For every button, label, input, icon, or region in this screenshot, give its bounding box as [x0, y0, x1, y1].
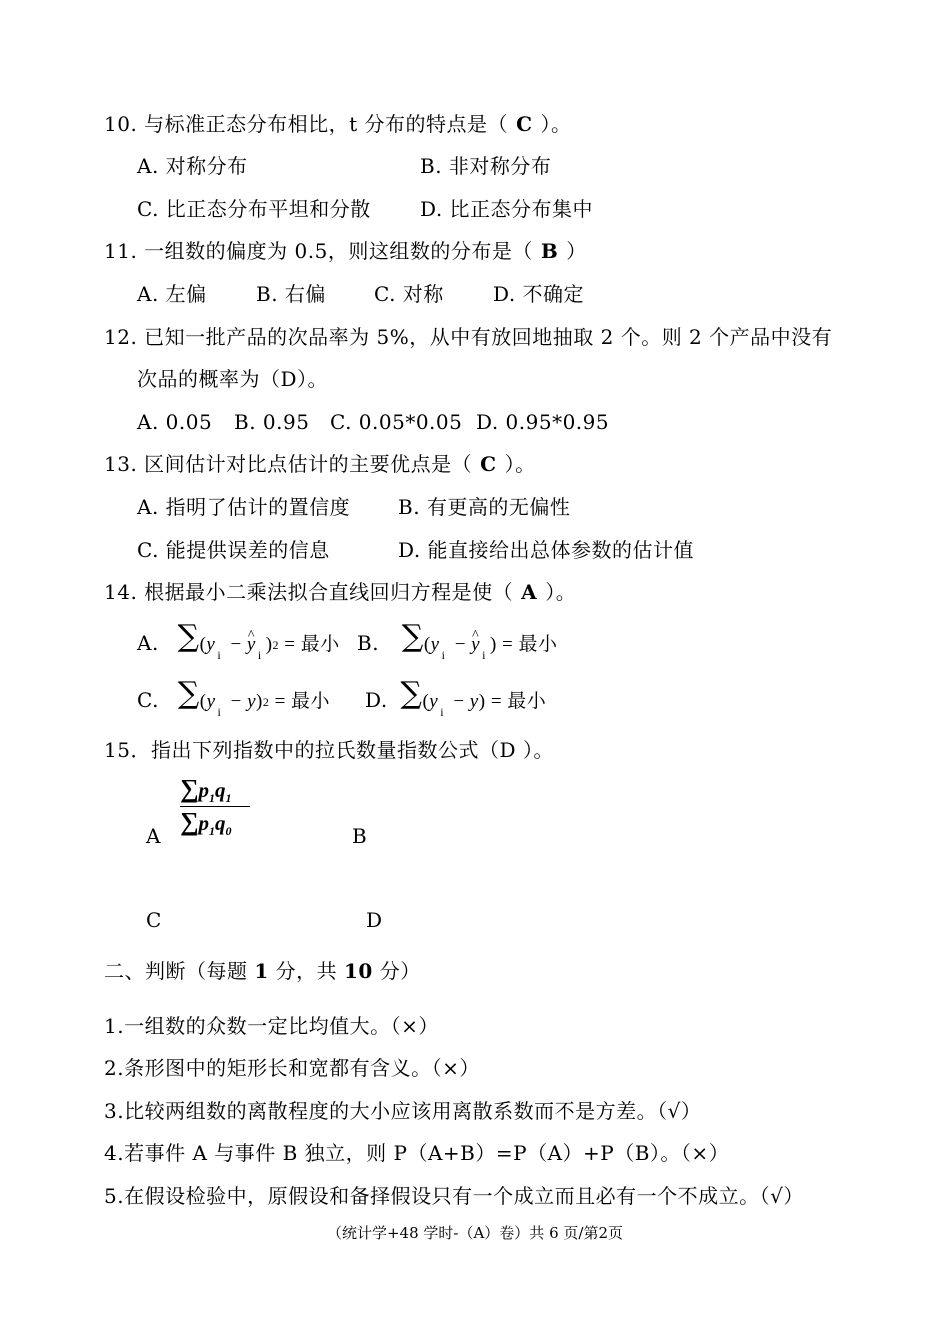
- q10-answer: C: [516, 112, 533, 136]
- q12-option-a: A. 0.05: [137, 410, 213, 434]
- formula-numerator: $\sum p_1q_1$: [180, 774, 250, 807]
- q11-option-c: C. 对称: [374, 282, 444, 306]
- q12-option-b: B. 0.95: [234, 410, 310, 434]
- formula-c: ∑(y $_i$ − y)2 = 最小: [177, 676, 331, 719]
- section-title: 二、判断（每题 1 分，共 10 分）: [104, 959, 421, 983]
- q14-option-a: A. ∑(y $_i$ − y ^ $_i$ )2 = 最小: [137, 627, 340, 660]
- q15-option-a: A: [146, 824, 161, 848]
- q14-stem: 14. 根据最小二乘法拟合直线回归方程是使（ A ）。: [104, 580, 577, 604]
- judgment-item: 3.比较两组数的离散程度的大小应该用离散系数而不是方差。（√）: [104, 1099, 702, 1123]
- q15-stem: 15．指出下列指数中的拉氏数量指数公式（D ）。: [104, 738, 554, 762]
- judgment-item: 4.若事件 A 与事件 B 独立，则 P（A+B）=P（A）+P（B）。（×）: [104, 1141, 730, 1165]
- q11-stem: 11. 一组数的偏度为 0.5，则这组数的分布是（ B ）: [104, 239, 587, 263]
- q11-option-a: A. 左偏: [137, 282, 207, 306]
- q14-option-c: C. ∑(y $_i$ − y)2 = 最小: [137, 676, 331, 719]
- judgment-item: 1.一组数的众数一定比均值大。（×）: [104, 1014, 439, 1038]
- q13-option-b: B. 有更高的无偏性: [398, 495, 571, 519]
- q11-option-d: D. 不确定: [493, 282, 585, 306]
- q10-stem: 10. 与标准正态分布相比，t 分布的特点是（ C ）。: [104, 112, 572, 136]
- q12-option-d: D. 0.95*0.95: [476, 410, 610, 434]
- q12-option-c: C. 0.05*0.05: [330, 410, 463, 434]
- q14-option-b: B. ∑(y $_i$ − y ^ $_i$ ) = 最小: [357, 627, 558, 660]
- q14-answer: A: [521, 580, 538, 604]
- q12-stem-line1: 12. 已知一批产品的次品率为 5%，从中有放回地抽取 2 个。则 2 个产品中没有: [104, 325, 833, 349]
- page-footer: （统计学+48 学时-（A）卷）共 6 页/第2页: [326, 1224, 623, 1242]
- q10-option-c: C. 比正态分布平坦和分散: [137, 197, 371, 221]
- q13-option-d: D. 能直接给出总体参数的估计值: [398, 538, 695, 562]
- q13-option-a: A. 指明了估计的置信度: [137, 495, 351, 519]
- q10-option-a: A. 对称分布: [137, 154, 248, 178]
- q10-option-d: D. 比正态分布集中: [420, 197, 594, 221]
- judgment-item: 5.在假设检验中，原假设和备择假设只有一个成立而且必有一个不成立。（√）: [104, 1184, 804, 1208]
- q13-answer: C: [480, 452, 497, 476]
- formula-a: ∑(y $_i$ − y ^ $_i$ )2 = 最小: [178, 634, 340, 655]
- q13-stem: 13. 区间估计对比点估计的主要优点是（ C ）。: [104, 452, 536, 476]
- q13-option-c: C. 能提供误差的信息: [137, 538, 330, 562]
- q11-option-b: B. 右偏: [256, 282, 326, 306]
- formula-b: ∑(y $_i$ − y ^ $_i$ ) = 最小: [402, 634, 558, 655]
- q14-option-d: D. ∑(y $_i$ − y) = 最小: [365, 676, 547, 719]
- q15-option-b: B: [352, 824, 368, 848]
- formula-denominator: $\sum p_1q_0$: [180, 807, 232, 838]
- q15-option-d: D: [366, 908, 383, 932]
- q12-stem-line2: 次品的概率为（D）。: [137, 367, 329, 391]
- q15-option-c: C: [146, 908, 162, 932]
- judgment-item: 2.条形图中的矩形长和宽都有含义。（×）: [104, 1056, 480, 1080]
- q11-answer: B: [540, 239, 559, 263]
- formula-d: ∑(y $_i$ − y) = 最小: [400, 676, 547, 719]
- laspeyres-formula: [180, 774, 250, 837]
- q10-option-b: B. 非对称分布: [420, 154, 552, 178]
